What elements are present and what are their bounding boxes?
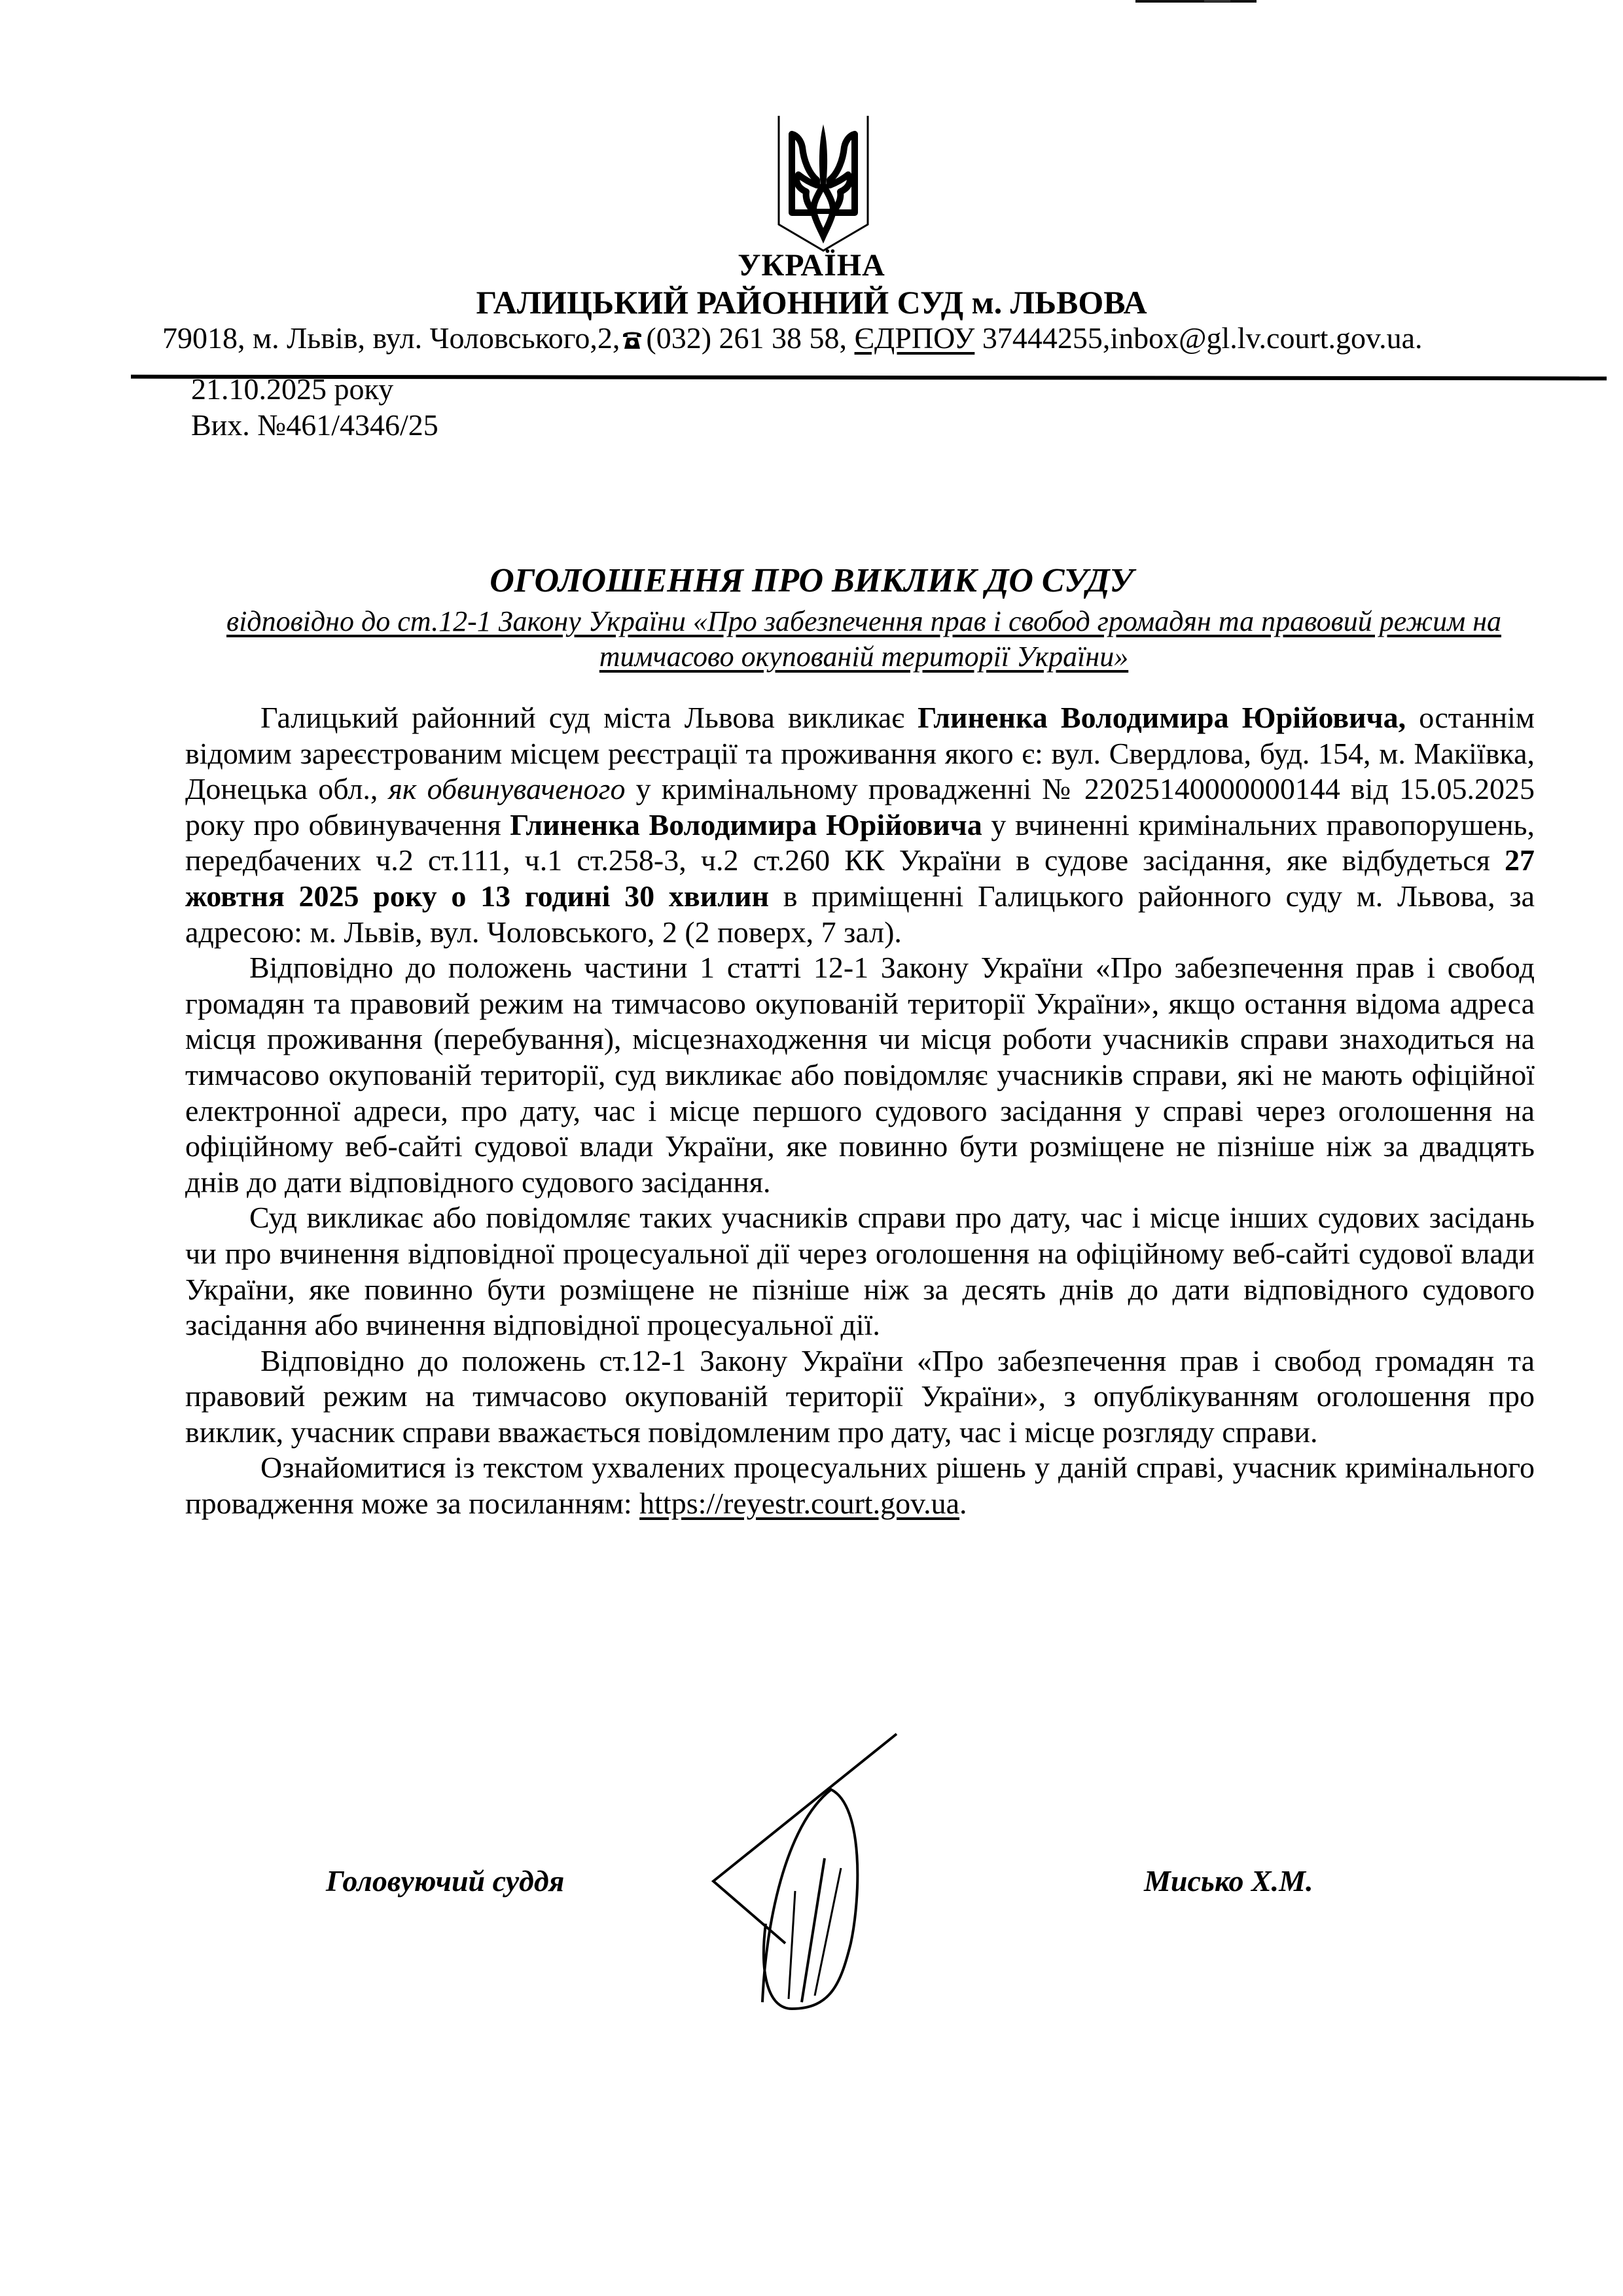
hearing-datetime: 27 жовтня 2025 року о 13 годині 30 хвилин [185, 843, 1535, 913]
defendant-name: Глиненка Володимира Юрійовича [510, 807, 982, 841]
text-run: . [959, 1487, 967, 1521]
country-heading: УКРАЇНА [738, 248, 885, 283]
text-run: Ознайомитися із текстом ухвалених процесуальних рішень у даній справі, учасник кримінального провадження може за посиланням: [185, 1451, 1535, 1521]
paragraph-legal-basis: Відповідно до положень частини 1 статті 12-1 Закону України «Про забезпечення прав і свобод громадян та правовий режим на тимчасово окупованій території України», якщо остання відома адреса місця проживання (перебування), місцезнаходження чи місця роботи учасників справи знаходиться на тимчасово окупованій території, суд викликає або повідомляє учасників справи, які не мають офіційної електронної адреси, про дату, час і місце першого судового засідання у справі через оголошення на офіційному веб-сайті судової влади України, яке повинно бути розміщене не пізніше ніж за двадцять днів до дати відповідного судового засідання. [185, 951, 1535, 1199]
registry-link[interactable]: https://reyestr.court.gov.ua [639, 1487, 960, 1521]
document-subtitle: відповідно до ст.12-1 Закону України «Про забезпечення прав і свобод громадян та правовий режим на тимчасово окупованій території України» [226, 605, 1502, 673]
court-address: 79018, м. Львів, вул. Чоловського,2, [162, 321, 620, 355]
tryzub-coat-of-arms-icon [771, 115, 876, 252]
text-run: у кримінальному провадженні № 22025140000000144 від 15.05.2025 року про обвинувачення [185, 772, 1535, 841]
defendant-name: Глиненка Володимира Юрійовича, [918, 701, 1406, 734]
judge-name: Мисько Х.М. [1144, 1864, 1313, 1898]
scan-artifact [1135, 0, 1257, 3]
paragraph-notification-effect: Відповідно до положень ст.12-1 Закону України «Про забезпечення прав і свобод громадян та правовий режим на тимчасово окупованій території України», з опублікуванням оголошення про виклик, учасник справи вважається повідомленим про дату, час і місце розгляду справи. [185, 1343, 1535, 1449]
edrpou-and-email: 37444255,inbox@gl.lv.court.gov.ua. [982, 321, 1423, 355]
court-heading: ГАЛИЦЬКИЙ РАЙОННИЙ СУД м. ЛЬВОВА [476, 284, 1147, 321]
text-run: у вчиненні кримінальних правопорушень, передбачених ч.2 ст.111, ч.1 ст.258-3, ч.2 ст.260 КК України в судове засідання, яке відбудеться [185, 807, 1535, 877]
paragraph-subsequent-hearings: Суд викликає або повідомляє таких учасників справи про дату, час і місце інших судових засідань чи про вчинення відповідної процесуальної дії через оголошення на офіційному веб-сайті судової влади України, яке повинно бути розміщене не пізніше ніж за десять днів до дати відповідного судового засідання або вчинення відповідної процесуальної дії. [185, 1201, 1535, 1342]
outgoing-number: Вих. №461/4346/25 [191, 408, 438, 442]
judge-role: Головуючий суддя [326, 1864, 565, 1898]
court-phone: (032) 261 38 58, [646, 321, 847, 355]
document-title: ОГОЛОШЕННЯ ПРО ВИКЛИК ДО СУДУ [490, 562, 1133, 599]
edrpou-label: ЄДРПОУ [854, 321, 975, 355]
handwritten-signature [694, 1727, 929, 2015]
telephone-icon [621, 328, 643, 351]
text-run: останнім відомим зареєстрованим місцем реєстрації та проживання якого є: вул. Свердлова, буд. 154, м. Макіївка, Донецька обл., [185, 701, 1535, 806]
paragraph-registry-link [185, 1450, 1535, 1521]
document-date: 21.10.2025 року [191, 372, 394, 406]
text-run: Галицький районний суд міста Львова викликає [260, 701, 918, 734]
paragraph-summons [185, 700, 1535, 950]
document-body [185, 700, 1535, 1522]
text-run: в приміщенні Галицького районного суду м. Львова, за адресою: м. Львів, вул. Чоловського, 2 (2 поверх, 7 зал). [185, 879, 1535, 949]
court-contacts [162, 321, 1423, 355]
procedural-status: як обвинуваченого [388, 772, 626, 806]
scan-artifact [1204, 0, 1230, 2]
